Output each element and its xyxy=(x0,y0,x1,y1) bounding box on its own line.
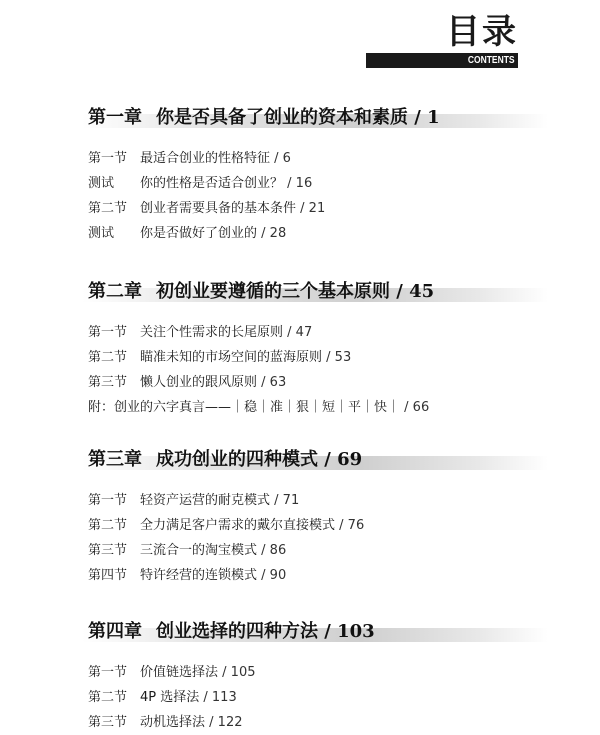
chapter-heading[interactable] xyxy=(88,620,538,646)
section-page: / 122 xyxy=(209,715,243,730)
section-title: 价值链选择法 xyxy=(140,665,219,680)
section-entry[interactable] xyxy=(88,710,538,735)
section-label: 第二节 xyxy=(88,518,128,533)
section-title: 瞄准未知的市场空间的蓝海原则 xyxy=(140,350,323,365)
chapter-page: / 45 xyxy=(396,281,435,302)
chapter-number: 第二章 xyxy=(88,281,142,302)
chapter-page: / 103 xyxy=(324,621,375,642)
section-page: / 21 xyxy=(300,201,326,216)
section-title: 关注个性需求的长尾原则 xyxy=(140,325,284,340)
chapter-number: 第三章 xyxy=(88,449,142,470)
chapter-3 xyxy=(88,448,538,588)
section-label: 第三节 xyxy=(88,375,128,390)
section-page: / 90 xyxy=(261,568,287,583)
section-entry[interactable] xyxy=(88,345,538,370)
section-page: / 105 xyxy=(222,665,256,680)
section-title: 懒人创业的跟风原则 xyxy=(140,375,258,390)
section-title: 全力满足客户需求的戴尔直接模式 xyxy=(140,518,336,533)
section-title: 你的性格是否适合创业？ xyxy=(140,176,284,191)
section-list xyxy=(88,320,538,420)
section-entry[interactable] xyxy=(88,488,538,513)
section-entry[interactable] xyxy=(88,395,538,420)
section-label: 第一节 xyxy=(88,325,128,340)
chapter-title: 成功创业的四种模式 xyxy=(156,449,318,470)
chapter-title: 创业选择的四种方法 xyxy=(156,621,318,642)
section-label: 第一节 xyxy=(88,151,128,166)
section-label: 第一节 xyxy=(88,665,128,680)
section-entry[interactable] xyxy=(88,221,538,246)
section-label: 第一节 xyxy=(88,493,128,508)
section-entry[interactable] xyxy=(88,146,538,171)
chapter-page: / 69 xyxy=(324,449,363,470)
section-list xyxy=(88,146,538,246)
contents-label: CONTENTS xyxy=(467,55,515,66)
section-label: 第二节 xyxy=(88,690,128,705)
section-title: 特许经营的连锁模式 xyxy=(140,568,258,583)
section-entry[interactable] xyxy=(88,660,538,685)
chapter-heading[interactable] xyxy=(88,280,538,306)
section-title: 动机选择法 xyxy=(140,715,206,730)
chapter-1 xyxy=(88,106,538,246)
section-page: / 71 xyxy=(274,493,300,508)
section-title: 最适合创业的性格特征 xyxy=(140,151,271,166)
toc-header xyxy=(446,12,518,66)
section-entry[interactable] xyxy=(88,171,538,196)
chapter-title: 你是否具备了创业的资本和素质 xyxy=(156,107,408,128)
section-label: 第二节 xyxy=(88,201,128,216)
chapter-2 xyxy=(88,280,538,420)
section-list xyxy=(88,660,538,735)
chapter-number: 第一章 xyxy=(88,107,142,128)
section-title: 创业者需要具备的基本条件 xyxy=(140,201,297,216)
section-page: / 28 xyxy=(261,226,287,241)
chapter-title: 初创业要遵循的三个基本原则 xyxy=(156,281,390,302)
section-label: 附： xyxy=(88,400,115,415)
section-label: 第三节 xyxy=(88,715,128,730)
section-label: 第四节 xyxy=(88,568,128,583)
section-page: / 113 xyxy=(203,690,237,705)
chapter-page: / 1 xyxy=(414,107,440,128)
section-page: / 53 xyxy=(326,350,352,365)
section-list xyxy=(88,488,538,588)
section-page: / 47 xyxy=(287,325,313,340)
section-entry[interactable] xyxy=(88,685,538,710)
section-page: / 66 xyxy=(404,400,430,415)
chapter-heading[interactable] xyxy=(88,106,538,132)
section-title: 三流合一的淘宝模式 xyxy=(140,543,258,558)
section-label: 第三节 xyxy=(88,543,128,558)
section-entry[interactable] xyxy=(88,563,538,588)
section-page: / 86 xyxy=(261,543,287,558)
section-entry[interactable] xyxy=(88,196,538,221)
section-title: 4P 选择法 xyxy=(140,690,200,705)
section-label: 测试 xyxy=(88,226,115,241)
section-entry[interactable] xyxy=(88,538,538,563)
section-title: 轻资产运营的耐克模式 xyxy=(140,493,271,508)
section-page: / 76 xyxy=(339,518,365,533)
contents-banner xyxy=(366,53,518,68)
section-entry[interactable] xyxy=(88,320,538,345)
section-entry[interactable] xyxy=(88,370,538,395)
section-page: / 16 xyxy=(287,176,313,191)
section-page: / 6 xyxy=(274,151,291,166)
section-title: 你是否做好了创业的 xyxy=(140,226,258,241)
section-label: 第二节 xyxy=(88,350,128,365)
chapter-heading[interactable] xyxy=(88,448,538,474)
toc-title: 目录 xyxy=(446,12,518,52)
section-entry[interactable] xyxy=(88,513,538,538)
chapter-4 xyxy=(88,620,538,735)
chapter-number: 第四章 xyxy=(88,621,142,642)
section-label: 测试 xyxy=(88,176,115,191)
section-page: / 63 xyxy=(261,375,287,390)
section-title: 创业的六字真言——｜稳｜准｜狠｜短｜平｜快｜ xyxy=(114,400,401,415)
